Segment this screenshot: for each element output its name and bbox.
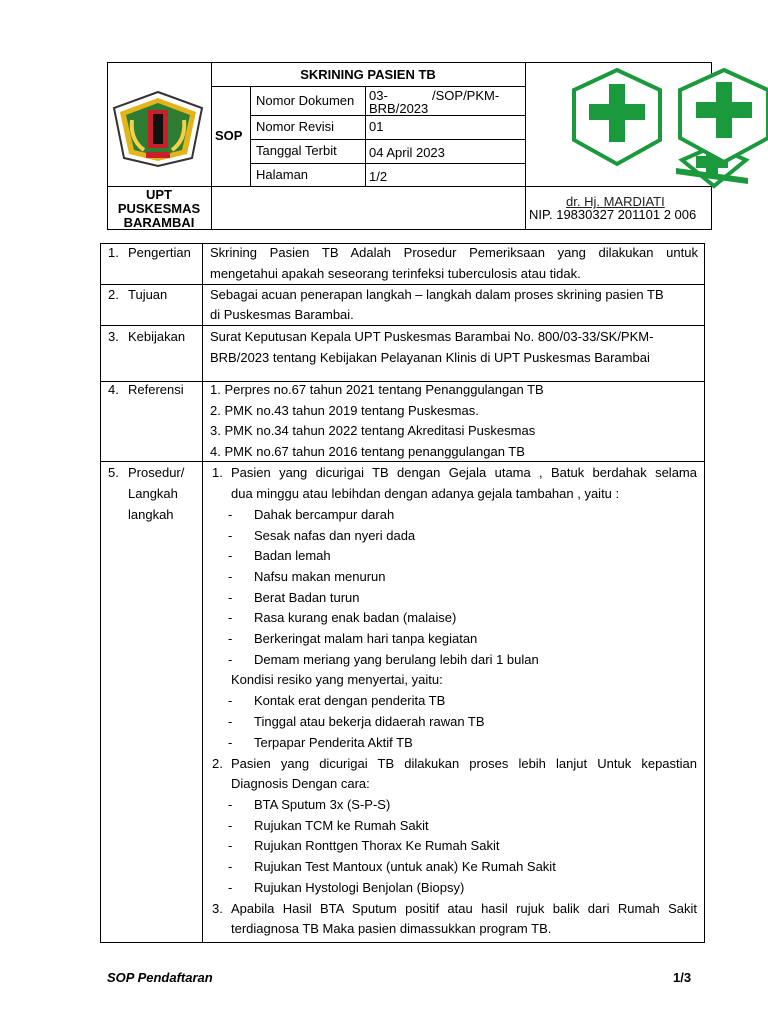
risk-dash: - [228, 693, 233, 708]
section-1-line-1: Skrining Pasien TB Adalah Prosedur Pemeriksaan yang dilakukan untuk [210, 245, 698, 260]
diagnosis-dash: - [228, 838, 233, 853]
section-3-line-1: Surat Keputusan Kepala UPT Puskesmas Barambai No. 800/03-33/SK/PKM- [210, 329, 654, 344]
reference-2: 2. PMK no.43 tahun 2019 tentang Puskesmas. [210, 403, 479, 418]
label-halaman: Halaman [256, 167, 309, 182]
symptom-dash: - [228, 569, 233, 584]
risk-heading: Kondisi resiko yang menyertai, yaitu: [231, 672, 443, 687]
section-4-label: Referensi [128, 382, 184, 397]
symptom-item: Demam meriang yang berulang lebih dari 1 bulan [254, 652, 539, 667]
diagnosis-item: Rujukan Hystologi Benjolan (Biopsy) [254, 880, 465, 895]
diagnosis-dash: - [228, 880, 233, 895]
value-halaman: 1/2 [369, 169, 388, 184]
section-5-label-2: Langkah [128, 486, 178, 501]
section-2-number: 2. [108, 287, 119, 302]
risk-dash: - [228, 735, 233, 750]
symptom-dash: - [228, 548, 233, 563]
section-5-label-1: Prosedur/ [128, 465, 185, 480]
diagnosis-item: Rujukan TCM ke Rumah Sakit [254, 818, 429, 833]
step-2-number: 2. [212, 756, 223, 771]
symptom-item: Badan lemah [254, 548, 331, 563]
step-2-line-2: Diagnosis Dengan cara: [231, 776, 370, 791]
step-3-line-2: terdiagnosa TB Maka pasien dimassukkan program TB. [231, 921, 552, 936]
risk-item: Tinggal atau bekerja didaerah rawan TB [254, 714, 485, 729]
risk-item: Terpapar Penderita Aktif TB [254, 735, 413, 750]
step-1-number: 1. [212, 465, 223, 480]
section-3-label: Kebijakan [128, 329, 186, 344]
step-3-number: 3. [212, 901, 223, 916]
section-1-line-2: mengetahui apakah seseorang terinfeksi tuberculosis atau tidak. [210, 266, 581, 281]
diagnosis-dash: - [228, 818, 233, 833]
section-3-line-2: BRB/2023 tentang Kebijakan Pelayanan Klinis di UPT Puskesmas Barambai [210, 350, 650, 365]
symptom-item: Dahak bercampur darah [254, 507, 395, 522]
symptom-dash: - [228, 610, 233, 625]
step-1-line-1: Pasien yang dicurigai TB dengan Gejala utama , Batuk berdahak selama [231, 465, 697, 480]
signer-name: dr. Hj. MARDIATI [566, 194, 665, 209]
signer-nip: NIP. 19830327 201101 2 006 [529, 207, 697, 222]
section-5-label-3: langkah [128, 507, 174, 522]
value-tanggal-terbit: 04 April 2023 [369, 145, 445, 160]
footer-title: SOP Pendaftaran [107, 970, 213, 985]
label-nomor-dokumen: Nomor Dokumen [256, 93, 355, 108]
value-nomor-dokumen-b: /SOP/PKM- [432, 88, 500, 103]
label-tanggal-terbit: Tanggal Terbit [256, 143, 337, 158]
diagnosis-dash: - [228, 859, 233, 874]
step-3-line-1: Apabila Hasil BTA Sputum positif atau hasil rujuk balik dari Rumah Sakit [231, 901, 697, 916]
value-nomor-dokumen-c: BRB/2023 [369, 101, 429, 116]
section-2-line-1: Sebagai acuan penerapan langkah – langkah dalam proses skrining pasien TB [210, 287, 664, 302]
regency-logo [110, 90, 206, 168]
symptom-item: Rasa kurang enak badan (malaise) [254, 610, 457, 625]
doc-title: SKRINING PASIEN TB [300, 67, 436, 82]
symptom-dash: - [228, 631, 233, 646]
step-2-line-1: Pasien yang dicurigai TB dilakukan proses lebih lanjut Untuk kepastian [231, 756, 697, 771]
diagnosis-item: Rujukan Test Mantoux (untuk anak) Ke Rumah Sakit [254, 859, 556, 874]
diagnosis-dash: - [228, 797, 233, 812]
symptom-item: Berat Badan turun [254, 590, 360, 605]
section-1-label: Pengertian [128, 245, 191, 260]
sop-label: SOP [215, 128, 243, 143]
symptom-dash: - [228, 652, 233, 667]
org-name-line1: UPT [146, 187, 172, 202]
reference-1: 1. Perpres no.67 tahun 2021 tentang Penanggulangan TB [210, 382, 544, 397]
section-1-number: 1. [108, 245, 119, 260]
footer-page-number: 1/3 [673, 970, 692, 985]
risk-dash: - [228, 714, 233, 729]
org-name-line2: PUSKESMAS [117, 201, 201, 216]
symptom-item: Sesak nafas dan nyeri dada [254, 528, 416, 543]
reference-3: 3. PMK no.34 tahun 2022 tentang Akreditasi Puskesmas [210, 423, 536, 438]
step-1-line-2: dua minggu atau lebihdan dengan adanya gejala tambahan , yaitu : [231, 486, 620, 501]
symptom-dash: - [228, 528, 233, 543]
value-nomor-dokumen-a: 03- [369, 88, 388, 103]
symptom-dash: - [228, 590, 233, 605]
section-5-number: 5. [108, 465, 119, 480]
risk-item: Kontak erat dengan penderita TB [254, 693, 446, 708]
section-4-number: 4. [108, 382, 119, 397]
value-nomor-revisi: 01 [369, 119, 384, 134]
diagnosis-item: Rujukan Ronttgen Thorax Ke Rumah Sakit [254, 838, 500, 853]
symptom-item: Nafsu makan menurun [254, 569, 386, 584]
reference-4: 4. PMK no.67 tahun 2016 tentang penanggulangan TB [210, 444, 525, 459]
symptom-dash: - [228, 507, 233, 522]
org-name-line3: BARAMBAI [123, 215, 195, 230]
diagnosis-item: BTA Sputum 3x (S-P-S) [254, 797, 391, 812]
label-nomor-revisi: Nomor Revisi [256, 119, 335, 134]
puskesmas-logo [572, 68, 768, 192]
symptom-item: Berkeringat malam hari tanpa kegiatan [254, 631, 478, 646]
section-3-number: 3. [108, 329, 119, 344]
section-2-line-2: di Puskesmas Barambai. [210, 307, 354, 322]
section-2-label: Tujuan [128, 287, 168, 302]
